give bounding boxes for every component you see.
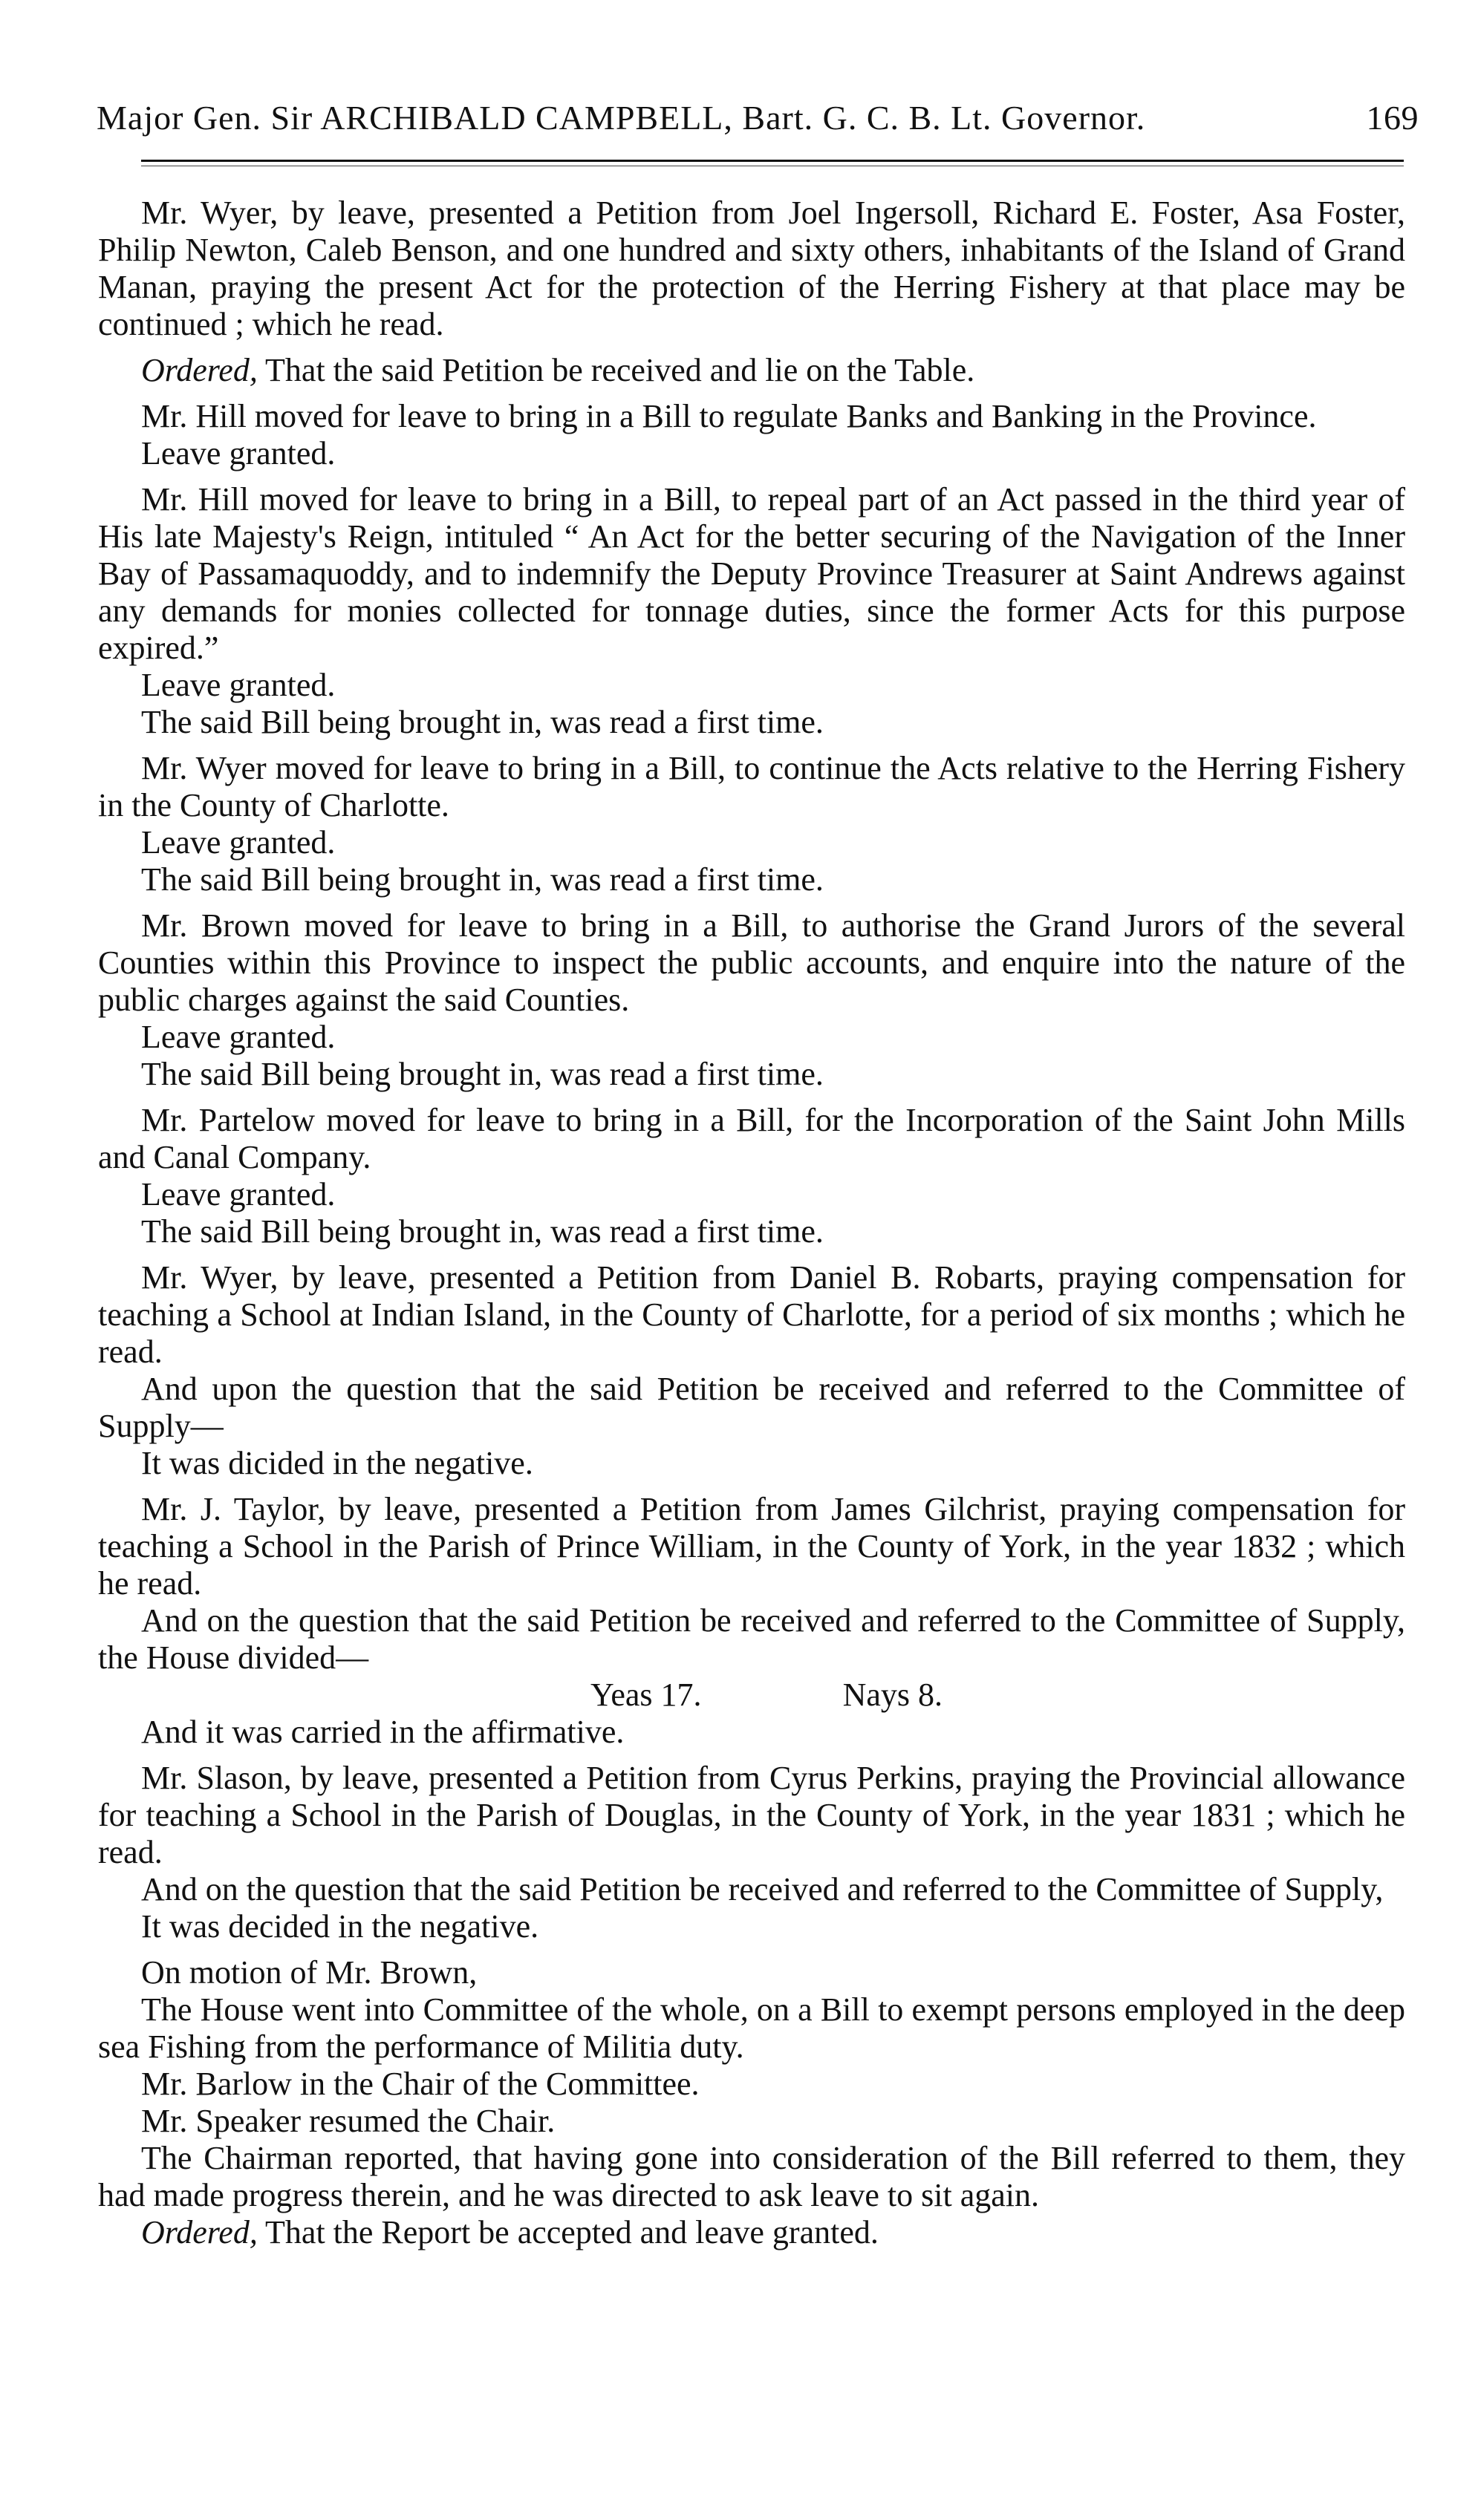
paragraph-passamaquoddy-bill: Mr. Hill moved for leave to bring in a Bill, to repeal part of an Act passed in the third year of His late Majesty's Reign, intituled “ An Act for the better securing of the Navigation of the Inner Bay of Passamaquoddy, and to indemnify the Deputy Province Treasurer at Saint Andrews against any demands for monies collected for tonnage duties, since the former Acts for this purpose expired.” (98, 481, 1405, 666)
motion-brown: On motion of Mr. Brown, (141, 1954, 478, 1991)
first-reading: The said Bill being brought in, was read a first time. (141, 1056, 824, 1092)
paragraph-chairman-report: The Chairman reported, that having gone into consideration of the Bill referred to them, they had made progress therein, and he was directed to ask leave to sit again. (98, 2140, 1405, 2213)
paragraph-perkins-petition: Mr. Slason, by leave, presented a Petition from Cyrus Perkins, praying the Provincial allowance for teaching a School in the Parish of Douglas, in the County of York, in the year 1831 ; which he read. (98, 1760, 1405, 1870)
leave-granted: Leave granted. (141, 1176, 336, 1212)
leave-granted: Leave granted. (141, 1019, 336, 1055)
journal-body (98, 195, 1405, 2251)
paragraph-banks-bill: Mr. Hill moved for leave to bring in a Bill to regulate Banks and Banking in the Province. (141, 398, 1317, 434)
leave-granted: Leave granted. (141, 435, 336, 471)
decided-negative: It was dicided in the negative. (141, 1445, 533, 1481)
first-reading: The said Bill being brought in, was read a first time. (141, 1213, 824, 1250)
paragraph-house-divided: And on the question that the said Petition be received and referred to the Committee of Supply, the House divided— (98, 1602, 1405, 1676)
ordered-line (98, 352, 1405, 389)
first-reading: The said Bill being brought in, was read a first time. (141, 861, 824, 898)
ordered-label: Ordered, (141, 2214, 258, 2250)
ordered-label: Ordered, (141, 352, 258, 388)
speaker-resumed: Mr. Speaker resumed the Chair. (141, 2103, 556, 2139)
paragraph-grand-jurors-bill: Mr. Brown moved for leave to bring in a Bill, to authorise the Grand Jurors of the several Counties within this Province to inspect the public accounts, and enquire into the nature of the public charges against the said Counties. (98, 907, 1405, 1018)
paragraph-petition-grand-manan: Mr. Wyer, by leave, presented a Petition from Joel Ingersoll, Richard E. Foster, Asa Foster, Philip Newton, Caleb Benson, and one hundred and sixty others, inhabitants of the Island of Grand Manan, praying the present Act for the protection of the Herring Fishery at that place may be continued ; which he read. (98, 195, 1405, 342)
header-title: Major Gen. Sir ARCHIBALD CAMPBELL, Bart. G. C. B. Lt. Governor. (97, 99, 1146, 137)
paragraph-committee-whole: The House went into Committee of the whole, on a Bill to exempt persons employed in the deep sea Fishing from the performance of Militia duty. (98, 1991, 1405, 2065)
ordered-line (98, 2214, 1405, 2251)
paragraph-robarts-petition: Mr. Wyer, by leave, presented a Petition from Daniel B. Robarts, praying compensation for teaching a School at Indian Island, in the County of Charlotte, for a period of six months ; which he read. (98, 1259, 1405, 1370)
paragraph-gilchrist-petition: Mr. J. Taylor, by leave, presented a Petition from James Gilchrist, praying compensation for teaching a School in the Parish of Prince William, in the County of York, in the year 1832 ; which he read. (98, 1491, 1405, 1602)
leave-granted: Leave granted. (141, 667, 336, 703)
paragraph-question-supply: And upon the question that the said Petition be received and referred to the Committee of Supply— (98, 1371, 1405, 1444)
first-reading: The said Bill being brought in, was read a first time. (141, 704, 824, 740)
division-votes (98, 1677, 1405, 1714)
carried-affirmative: And it was carried in the affirmative. (141, 1714, 625, 1750)
paragraph-question-supply-2: And on the question that the said Petition be received and referred to the Committee of Supply, (141, 1871, 1384, 1907)
paragraph-herring-fishery-bill: Mr. Wyer moved for leave to bring in a Bill, to continue the Acts relative to the Herring Fishery in the County of Charlotte. (98, 750, 1405, 823)
running-header (97, 98, 1419, 137)
page-number: 169 (1366, 99, 1419, 137)
chair-of-committee: Mr. Barlow in the Chair of the Committee. (141, 2066, 700, 2102)
header-rule (141, 160, 1404, 162)
ordered-text: That the said Petition be received and lie on the Table. (257, 352, 975, 388)
paragraph-saint-john-mills-bill: Mr. Partelow moved for leave to bring in a Bill, for the Incorporation of the Saint John Mills and Canal Company. (98, 1102, 1405, 1175)
decided-negative: It was decided in the negative. (141, 1908, 539, 1945)
yeas-count: Yeas 17. (590, 1677, 702, 1713)
leave-granted: Leave granted. (141, 824, 336, 861)
ordered-text: That the Report be accepted and leave granted. (257, 2214, 879, 2250)
nays-count: Nays 8. (842, 1677, 943, 1713)
